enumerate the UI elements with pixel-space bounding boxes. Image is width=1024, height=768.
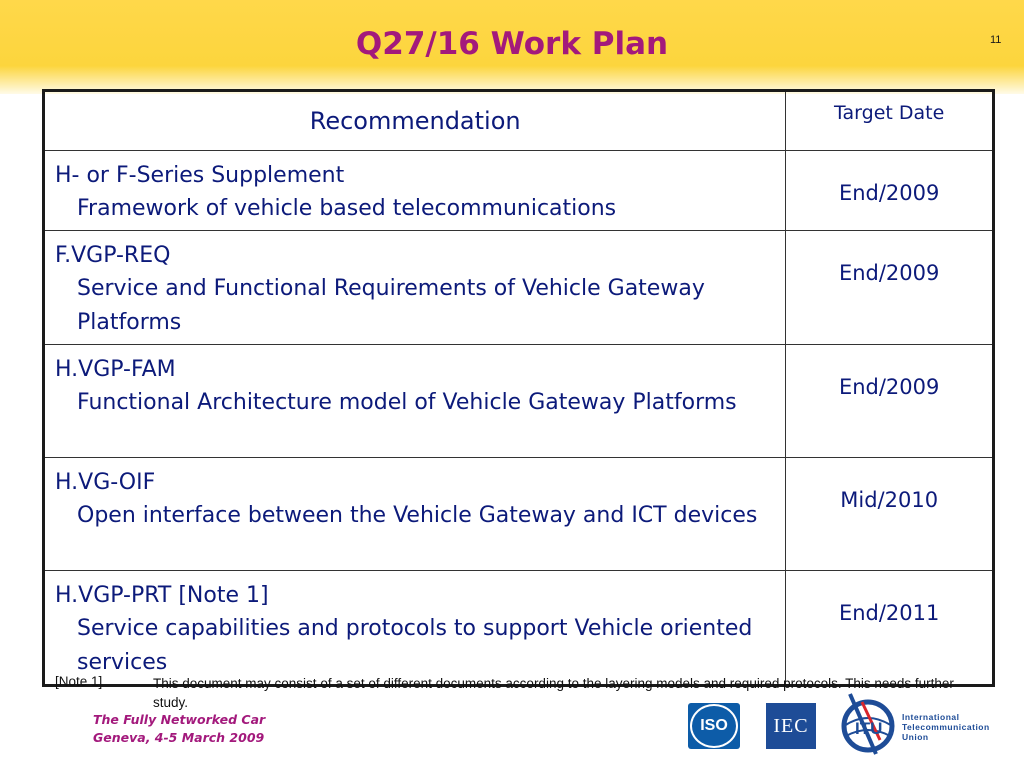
recommendation-code: F.VGP-REQ <box>55 243 171 268</box>
work-plan-table <box>42 89 995 687</box>
footnote-text: This document may consist of a set of different documents according to the layering models and required protocols. This needs further study. <box>153 676 954 710</box>
page-number: 11 <box>990 34 1002 46</box>
table-row <box>44 345 994 458</box>
recommendation-cell <box>44 151 786 231</box>
recommendation-cell <box>44 345 786 458</box>
recommendation-cell <box>44 231 786 345</box>
itu-wordmark-line: Union <box>902 732 929 742</box>
table-header-row <box>44 91 994 151</box>
iso-logo <box>688 703 740 749</box>
itu-mark-text: ITU <box>855 719 883 738</box>
footer-event-name: The Fully Networked Car <box>93 712 266 727</box>
target-date-cell: Mid/2010 <box>786 458 994 571</box>
itu-wordmark-line: Telecommunication <box>902 722 990 732</box>
recommendation-code: H.VGP-FAM <box>55 357 176 382</box>
header-recommendation: Recommendation <box>44 91 786 151</box>
recommendation-description: Functional Architecture model of Vehicle Gateway Platforms <box>77 390 737 415</box>
target-date-cell: End/2009 <box>786 345 994 458</box>
target-date-cell: End/2009 <box>786 151 994 231</box>
table-row <box>44 458 994 571</box>
recommendation-code: H- or F-Series Supplement <box>55 163 345 188</box>
slide-title: Q27/16 Work Plan <box>355 26 669 62</box>
recommendation-code: H.VGP-PRT [Note 1] <box>55 583 269 608</box>
recommendation-description: Framework of vehicle based telecommunications <box>77 196 617 221</box>
target-date-cell: End/2011 <box>786 571 994 686</box>
iso-logo-text: ISO <box>690 704 738 748</box>
itu-wordmark-line: International <box>902 712 960 722</box>
recommendation-description: Open interface between the Vehicle Gateway and ICT devices <box>77 503 758 528</box>
itu-wordmark <box>902 712 990 742</box>
target-date-cell: End/2009 <box>786 231 994 345</box>
recommendation-cell <box>44 458 786 571</box>
recommendation-cell <box>44 571 786 686</box>
footer <box>93 711 265 747</box>
header-target-date: Target Date <box>786 91 994 151</box>
iec-logo: IEC <box>766 703 816 749</box>
table-row <box>44 151 994 231</box>
recommendation-description: Service and Functional Requirements of Vehicle Gateway Platforms <box>77 276 705 335</box>
footer-event-location-date: Geneva, 4-5 March 2009 <box>93 730 265 745</box>
table-row <box>44 571 994 686</box>
table-row <box>44 231 994 345</box>
itu-logo <box>836 690 1006 760</box>
footnote-tag: [Note 1] <box>55 674 103 689</box>
recommendation-code: H.VG-OIF <box>55 470 156 495</box>
recommendation-description: Service capabilities and protocols to support Vehicle oriented services <box>77 616 753 675</box>
